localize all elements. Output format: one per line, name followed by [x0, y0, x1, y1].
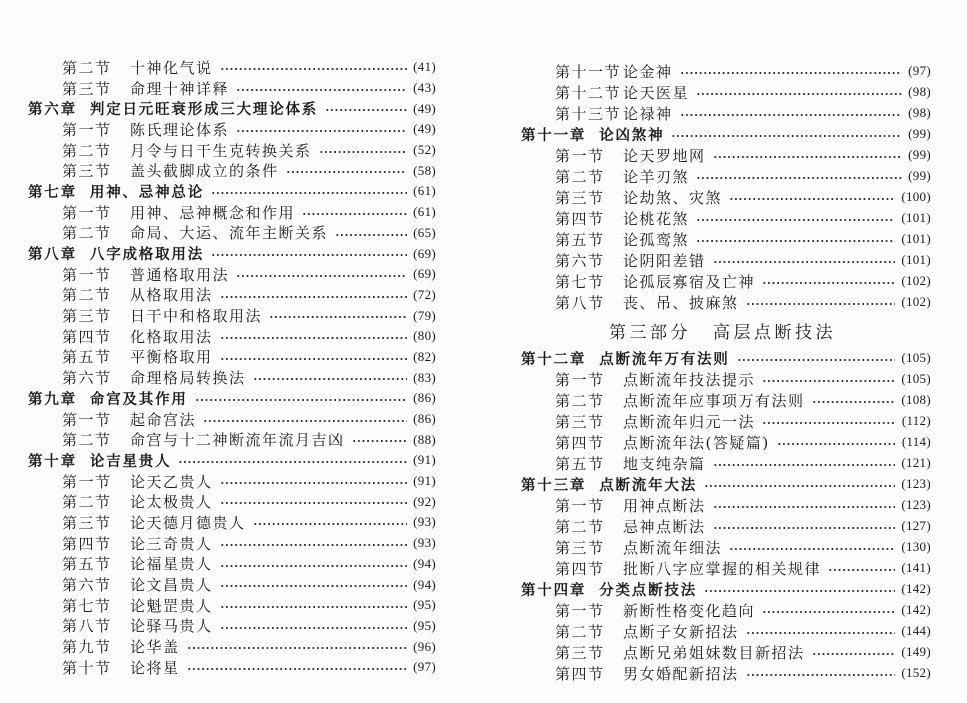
page-number: (114) [901, 434, 931, 449]
section-title: 论福星贵人 [130, 555, 213, 574]
dot-leader [762, 369, 895, 390]
dot-leader [680, 61, 903, 82]
page-number: (49) [413, 121, 436, 137]
section-title: 起命宫法 [130, 410, 197, 429]
section-title: 论金神 [623, 62, 673, 81]
dot-leader [211, 181, 407, 202]
page-number: (100) [901, 189, 931, 204]
dot-leader [203, 409, 407, 430]
page-number: (99) [908, 168, 931, 183]
toc-section-entry [520, 61, 931, 82]
section-number: 第三节 [555, 412, 605, 431]
dot-leader [178, 450, 407, 471]
dot-leader [713, 453, 896, 474]
section-title: 用神点断法 [623, 496, 706, 515]
page-number: (97) [908, 63, 931, 78]
section-number: 第二节 [62, 58, 112, 77]
page-number: (123) [901, 497, 931, 512]
section-number: 第七节 [62, 596, 112, 615]
part-number: 第三部分 [609, 322, 691, 343]
dot-leader [762, 411, 896, 432]
page-number: (43) [413, 80, 436, 96]
toc-section-entry [28, 657, 436, 678]
toc-section-entry [28, 78, 436, 99]
chapter-number: 第十章 [28, 453, 77, 470]
section-number: 第四节 [555, 559, 605, 578]
dot-leader [335, 223, 407, 244]
page-number: (86) [413, 411, 436, 427]
dot-leader [236, 119, 407, 140]
dot-leader [220, 347, 408, 368]
page-number: (141) [901, 560, 931, 575]
section-title: 从格取用法 [130, 286, 213, 305]
dot-leader [211, 243, 407, 264]
toc-section-entry [520, 187, 931, 208]
page-number: (142) [901, 581, 931, 596]
section-title: 平衡格取用 [130, 348, 213, 367]
dot-leader [253, 512, 408, 533]
section-title: 点断流年归元一法 [623, 412, 756, 431]
toc-section-entry [520, 642, 931, 663]
section-number: 第四节 [555, 664, 605, 683]
section-number: 第五节 [555, 454, 605, 473]
page-number: (91) [413, 452, 436, 468]
chapter-number: 第八章 [28, 247, 77, 264]
section-number: 第二节 [62, 286, 112, 305]
toc-section-entry [28, 595, 436, 616]
section-number: 第七节 [555, 272, 605, 291]
toc-section-entry [520, 495, 931, 516]
toc-section-entry [520, 229, 931, 250]
dot-leader [220, 471, 408, 492]
dot-leader [713, 145, 903, 166]
section-title: 丧、吊、披麻煞 [623, 293, 739, 312]
section-number: 第一节 [555, 496, 605, 515]
dot-leader [746, 292, 896, 313]
toc-section-entry [28, 429, 436, 450]
dot-leader [220, 595, 408, 616]
page-number: (80) [413, 328, 436, 344]
page-number: (123) [901, 476, 931, 491]
page-number: (65) [413, 224, 436, 240]
section-number: 第九节 [62, 638, 112, 657]
toc-section-entry [520, 432, 931, 453]
section-title: 化格取用法 [130, 327, 213, 346]
dot-leader [746, 621, 896, 642]
section-title: 论魁罡贵人 [130, 596, 213, 615]
section-number: 第八节 [62, 617, 112, 636]
section-title: 用神、忌神概念和作用 [130, 203, 296, 222]
section-number: 第四节 [62, 327, 112, 346]
chapter-title: 八字成格取用法 [89, 247, 205, 264]
toc-section-entry [28, 347, 436, 368]
dot-leader [220, 57, 408, 78]
part-heading [520, 313, 931, 348]
section-number: 第一节 [62, 410, 112, 429]
page-number: (101) [901, 252, 931, 267]
section-number: 第三节 [62, 79, 112, 98]
toc-section-entry [520, 453, 931, 474]
section-title: 批断八字应掌握的相关规律 [623, 559, 822, 578]
section-title: 地支纯杂篇 [623, 454, 706, 473]
section-number: 第二节 [555, 167, 605, 186]
section-title: 命局、大运、流年主断关系 [130, 224, 329, 243]
page-number: (94) [413, 576, 436, 592]
page-number: (97) [413, 659, 436, 675]
page-number: (112) [901, 413, 931, 428]
page-number: (69) [413, 245, 436, 261]
toc-right-column [520, 61, 931, 684]
toc-section-entry [28, 367, 436, 388]
dot-leader [236, 264, 407, 285]
toc-chapter-entry [520, 124, 931, 145]
page-number: (61) [413, 204, 436, 220]
page-number: (105) [901, 371, 931, 386]
page-number: (95) [413, 617, 436, 633]
dot-leader [220, 533, 408, 554]
section-title: 论天德月德贵人 [130, 513, 246, 532]
section-title: 月令与日干生克转换关系 [130, 141, 312, 160]
page-number: (144) [901, 623, 931, 638]
dot-leader [220, 574, 408, 595]
toc-chapter-entry [28, 388, 436, 409]
toc-section-entry [520, 390, 931, 411]
toc-section-entry [28, 57, 436, 78]
page-number: (121) [901, 455, 931, 470]
dot-leader [220, 554, 408, 575]
chapter-title: 论凶煞神 [599, 127, 665, 144]
section-title: 命理十神详释 [130, 79, 230, 98]
section-title: 命理格局转换法 [130, 369, 246, 388]
section-number: 第六节 [555, 251, 605, 270]
toc-chapter-entry [520, 348, 931, 369]
page-number: (102) [901, 294, 931, 309]
page-number: (130) [901, 539, 931, 554]
page-number: (102) [901, 273, 931, 288]
dot-leader [220, 326, 408, 347]
toc-chapter-entry [520, 579, 931, 600]
toc-section-entry [520, 516, 931, 537]
toc-chapter-entry [28, 98, 436, 119]
dot-leader [762, 600, 895, 621]
dot-leader [671, 124, 902, 145]
dot-leader [812, 390, 896, 411]
chapter-number: 第七章 [28, 184, 77, 201]
toc-section-entry [520, 537, 931, 558]
section-title: 点断子女新招法 [623, 622, 739, 641]
section-number: 第十一节 [555, 62, 622, 81]
section-number: 第一节 [62, 265, 112, 284]
toc-section-entry [28, 616, 436, 637]
toc-section-entry [520, 166, 931, 187]
dot-leader [220, 285, 408, 306]
section-number: 第一节 [555, 146, 605, 165]
dot-leader [713, 250, 896, 271]
page-number: (41) [413, 59, 436, 75]
toc-section-entry [28, 202, 436, 223]
toc-section-entry [520, 103, 931, 124]
section-number: 第二节 [62, 493, 112, 512]
section-title: 点断兄弟姐妹数目新招法 [623, 643, 805, 662]
chapter-title: 分类点断技法 [599, 582, 698, 599]
page-number: (96) [413, 638, 436, 654]
chapter-title: 点断流年万有法则 [599, 351, 730, 368]
dot-leader [236, 78, 407, 99]
section-number: 第三节 [555, 643, 605, 662]
chapter-title: 点断流年大法 [599, 477, 698, 494]
section-title: 论三奇贵人 [130, 534, 213, 553]
dot-leader [828, 558, 895, 579]
page-number: (95) [413, 597, 436, 613]
page-number: (101) [901, 210, 931, 225]
section-title: 男女婚配新招法 [623, 664, 739, 683]
toc-section-entry [520, 208, 931, 229]
section-number: 第十节 [62, 658, 112, 677]
section-number: 第三节 [62, 513, 112, 532]
section-title: 论文昌贵人 [130, 576, 213, 595]
toc-section-entry [520, 250, 931, 271]
page-number: (93) [413, 514, 436, 530]
section-title: 点断流年法(答疑篇) [623, 433, 770, 452]
section-number: 第一节 [555, 370, 605, 389]
page-number: (99) [908, 147, 931, 162]
section-title: 论驿马贵人 [130, 617, 213, 636]
dot-leader [704, 579, 895, 600]
section-title: 论禄神 [623, 104, 673, 123]
toc-chapter-entry [28, 181, 436, 202]
section-title: 新断性格变化趋向 [623, 601, 756, 620]
toc-section-entry [28, 636, 436, 657]
chapter-number: 第十四章 [521, 582, 587, 599]
toc-chapter-entry [520, 474, 931, 495]
toc-section-entry [28, 471, 436, 492]
dot-leader [696, 208, 895, 229]
section-number: 第二节 [555, 391, 605, 410]
toc-section-entry [520, 145, 931, 166]
part-title: 高层点断技法 [713, 322, 836, 343]
dot-leader [777, 432, 896, 453]
page-number: (105) [901, 350, 931, 365]
toc-section-entry [28, 554, 436, 575]
dot-leader [812, 642, 896, 663]
section-number: 第三节 [555, 188, 605, 207]
page-number: (98) [908, 105, 931, 120]
toc-section-entry [28, 491, 436, 512]
chapter-title: 论吉星贵人 [89, 453, 172, 470]
toc-section-entry [520, 82, 931, 103]
toc-section-entry [28, 533, 436, 554]
page-number: (91) [413, 473, 436, 489]
section-title: 点断流年细法 [623, 538, 723, 557]
dot-leader [187, 657, 408, 678]
section-title: 论天医星 [623, 83, 690, 102]
section-number: 第三节 [555, 538, 605, 557]
toc-section-entry [520, 621, 931, 642]
chapter-title: 命宫及其作用 [89, 391, 188, 408]
dot-leader [302, 202, 407, 223]
section-number: 第四节 [555, 433, 605, 452]
page-number: (142) [901, 602, 931, 617]
toc-section-entry [28, 160, 436, 181]
toc-section-entry [520, 369, 931, 390]
section-title: 论华盖 [130, 638, 180, 657]
chapter-number: 第十二章 [521, 351, 587, 368]
page-number: (58) [413, 162, 436, 178]
dot-leader [696, 82, 902, 103]
section-title: 论将星 [130, 658, 180, 677]
section-number: 第四节 [555, 209, 605, 228]
dot-leader [352, 429, 408, 450]
toc-section-entry [28, 223, 436, 244]
chapter-number: 第十一章 [521, 127, 587, 144]
section-number: 第二节 [62, 431, 112, 450]
dot-leader [220, 491, 408, 512]
section-number: 第三节 [62, 162, 112, 181]
dot-leader [319, 140, 408, 161]
toc-section-entry [28, 140, 436, 161]
dot-leader [286, 160, 408, 181]
toc-section-entry [28, 574, 436, 595]
page-number: (52) [413, 142, 436, 158]
section-number: 第五节 [555, 230, 605, 249]
chapter-title: 用神、忌神总论 [89, 184, 205, 201]
toc-section-entry [520, 600, 931, 621]
page-number: (99) [908, 126, 931, 141]
section-number: 第六节 [62, 576, 112, 595]
section-number: 第二节 [555, 622, 605, 641]
section-number: 第一节 [62, 472, 112, 491]
dot-leader [737, 348, 896, 369]
page-number: (83) [413, 369, 436, 385]
section-title: 论孤辰寡宿及亡神 [623, 272, 756, 291]
page-number: (108) [901, 392, 931, 407]
dot-leader [729, 537, 895, 558]
section-title: 忌神点断法 [623, 517, 706, 536]
section-title: 论天罗地网 [623, 146, 706, 165]
dot-leader [195, 388, 407, 409]
dot-leader [713, 516, 896, 537]
chapter-number: 第六章 [28, 102, 77, 119]
section-number: 第二节 [555, 517, 605, 536]
section-title: 命宫与十二神断流年流月吉凶 [130, 431, 345, 450]
page-number: (149) [901, 644, 931, 659]
dot-leader [220, 616, 408, 637]
toc-section-entry [28, 409, 436, 430]
chapter-number: 第九章 [28, 391, 77, 408]
page-number: (61) [413, 183, 436, 199]
toc-section-entry [520, 663, 931, 684]
page-number: (93) [413, 535, 436, 551]
chapter-title: 判定日元旺衰形成三大理论体系 [89, 102, 319, 119]
toc-section-entry [520, 558, 931, 579]
page-number: (127) [901, 518, 931, 533]
toc-section-entry [520, 271, 931, 292]
page-number: (49) [413, 100, 436, 116]
dot-leader [729, 187, 895, 208]
page-number: (82) [413, 348, 436, 364]
chapter-number: 第十三章 [521, 477, 587, 494]
dot-leader [713, 495, 896, 516]
section-number: 第一节 [62, 203, 112, 222]
section-title: 盖头截脚成立的条件 [130, 162, 279, 181]
toc-section-entry [520, 292, 931, 313]
toc-left-column [28, 57, 436, 678]
section-title: 论天乙贵人 [130, 472, 213, 491]
dot-leader [269, 305, 407, 326]
dot-leader [325, 98, 407, 119]
dot-leader [696, 166, 902, 187]
page-number: (152) [901, 665, 931, 680]
section-number: 第一节 [555, 601, 605, 620]
dot-leader [253, 367, 408, 388]
section-title: 十神化气说 [130, 58, 213, 77]
page-number: (92) [413, 493, 436, 509]
section-title: 论阴阳差错 [623, 251, 706, 270]
toc-section-entry [28, 326, 436, 347]
dot-leader [746, 663, 896, 684]
toc-chapter-entry [28, 450, 436, 471]
section-title: 陈氏理论体系 [130, 120, 230, 139]
section-number: 第一节 [62, 120, 112, 139]
dot-leader [762, 271, 895, 292]
toc-section-entry [28, 119, 436, 140]
section-number: 第八节 [555, 293, 605, 312]
dot-leader [187, 636, 408, 657]
section-title: 论孤鸾煞 [623, 230, 690, 249]
section-title: 日干中和格取用法 [130, 307, 263, 326]
section-title: 点断流年应事项万有法则 [623, 391, 805, 410]
section-title: 论羊刃煞 [623, 167, 690, 186]
toc-section-entry [28, 305, 436, 326]
page-number: (98) [908, 84, 931, 99]
page-number: (101) [901, 231, 931, 246]
section-number: 第十二节 [555, 83, 622, 102]
toc-section-entry [28, 285, 436, 306]
section-number: 第十三节 [555, 104, 622, 123]
toc-section-entry [28, 512, 436, 533]
section-number: 第二节 [62, 224, 112, 243]
section-number: 第五节 [62, 555, 112, 574]
page-number: (86) [413, 390, 436, 406]
section-number: 第五节 [62, 348, 112, 367]
section-number: 第二节 [62, 141, 112, 160]
page-number: (88) [413, 431, 436, 447]
section-number: 第六节 [62, 369, 112, 388]
page-number: (72) [413, 286, 436, 302]
dot-leader [680, 103, 903, 124]
section-number: 第三节 [62, 307, 112, 326]
toc-section-entry [520, 411, 931, 432]
page-number: (69) [413, 266, 436, 282]
section-title: 普通格取用法 [130, 265, 230, 284]
dot-leader [696, 229, 895, 250]
section-title: 点断流年技法提示 [623, 370, 756, 389]
section-title: 论桃花煞 [623, 209, 690, 228]
section-title: 论劫煞、灾煞 [623, 188, 723, 207]
toc-section-entry [28, 264, 436, 285]
page-number: (79) [413, 307, 436, 323]
dot-leader [704, 474, 895, 495]
toc-chapter-entry [28, 243, 436, 264]
page-number: (94) [413, 555, 436, 571]
section-title: 论太极贵人 [130, 493, 213, 512]
section-number: 第四节 [62, 534, 112, 553]
